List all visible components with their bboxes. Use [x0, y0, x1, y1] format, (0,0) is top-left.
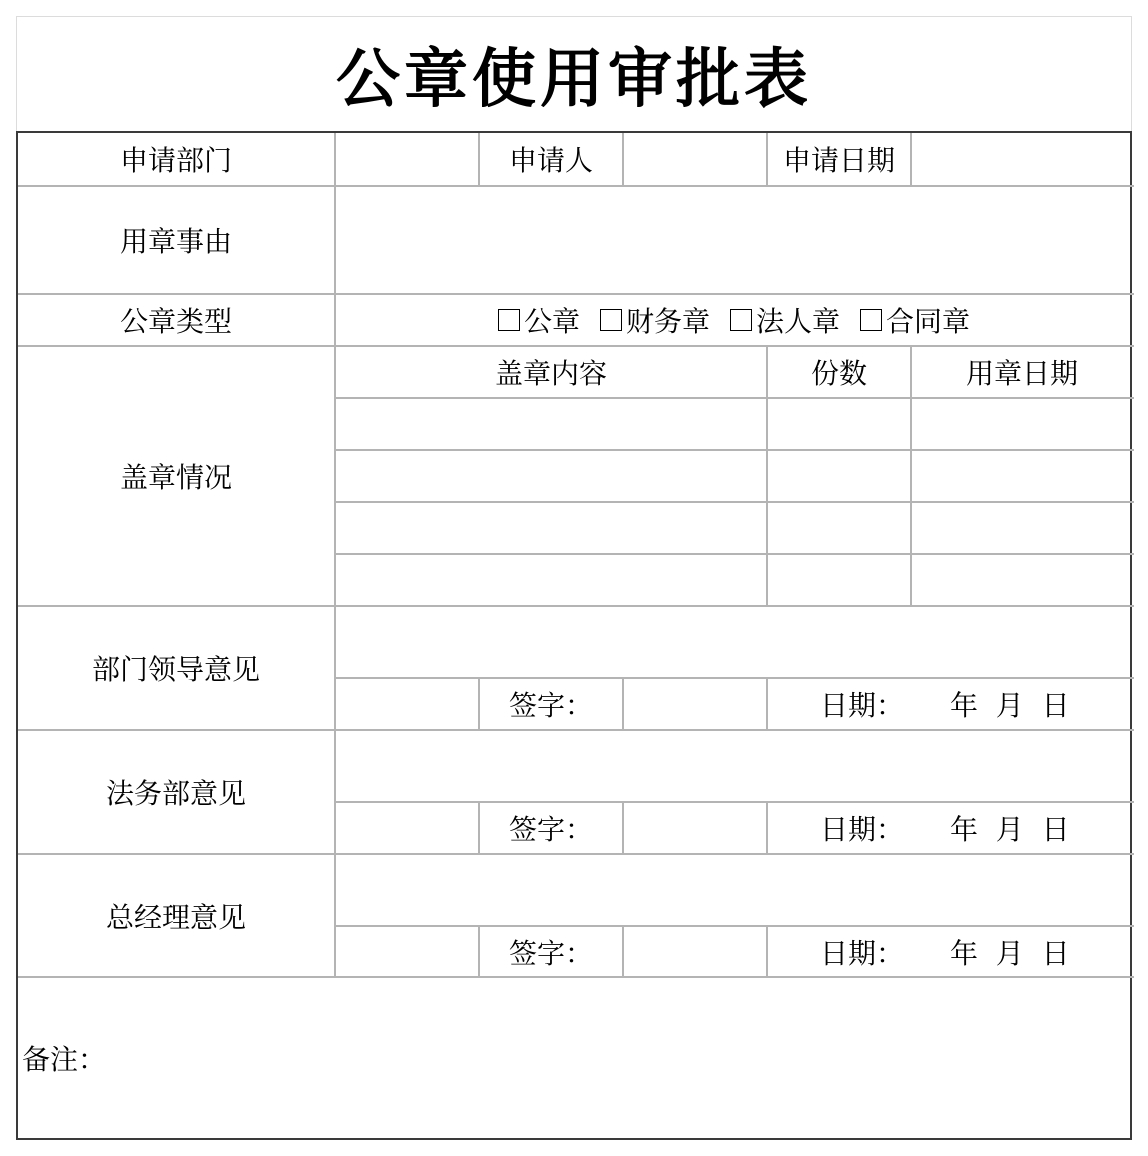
- row-divider: [336, 397, 1134, 399]
- date-label: 日期：: [819, 813, 904, 846]
- legal-opinion-field[interactable]: [336, 731, 1132, 801]
- column-divider: [622, 677, 624, 729]
- seal-type-label: 公章类型: [119, 305, 232, 338]
- applicant-label: 申请人: [508, 144, 593, 177]
- reason-field[interactable]: [336, 187, 1132, 293]
- sign-label: 签字：: [508, 936, 593, 970]
- remarks-label: 备注：: [22, 1043, 107, 1076]
- approval-form-page: [16, 16, 1132, 1140]
- dept-leader-opinion-field[interactable]: [336, 607, 1132, 677]
- row-divider: [336, 449, 1134, 451]
- column-divider: [622, 925, 624, 976]
- checkbox-icon[interactable]: [498, 309, 520, 331]
- department-label: 申请部门: [119, 144, 232, 177]
- ymd-label: 年 月 日: [950, 689, 1070, 722]
- seal-option-label: 合同章: [886, 305, 971, 338]
- stamping-label: 盖章情况: [119, 461, 232, 494]
- row-divider: [336, 553, 1134, 555]
- copies-header: 份数: [810, 357, 867, 390]
- seal-option-finance[interactable]: [600, 300, 710, 340]
- date-label: 日期：: [819, 936, 904, 970]
- gm-opinion-label: 总经理意见: [105, 900, 246, 934]
- title-area: [16, 16, 1132, 131]
- seal-type-options: [336, 295, 1132, 345]
- ymd-label: 年 月 日: [950, 936, 1070, 970]
- form-table: [16, 131, 1132, 1140]
- sign-label: 签字：: [508, 689, 593, 722]
- form-title: 公章使用审批表: [336, 43, 812, 117]
- seal-option-label: 财务章: [625, 305, 710, 338]
- applicant-field[interactable]: [624, 133, 766, 185]
- seal-option-official[interactable]: [498, 300, 580, 340]
- ymd-label: 年 月 日: [950, 813, 1070, 846]
- sign-label: 签字：: [508, 813, 593, 846]
- stamp-content-header: 盖章内容: [494, 357, 607, 390]
- column-divider: [622, 801, 624, 853]
- seal-option-legal-rep[interactable]: [730, 300, 840, 340]
- date-label: 日期：: [819, 689, 904, 722]
- reason-label: 用章事由: [119, 225, 232, 258]
- checkbox-icon[interactable]: [860, 309, 882, 331]
- seal-option-label: 法人章: [756, 305, 841, 338]
- row-divider: [336, 501, 1134, 503]
- remarks-field[interactable]: [128, 978, 1128, 1138]
- apply-date-label: 申请日期: [782, 144, 895, 177]
- apply-date-field[interactable]: [912, 133, 1132, 185]
- checkbox-icon[interactable]: [600, 309, 622, 331]
- seal-option-label: 公章: [523, 305, 580, 338]
- department-field[interactable]: [336, 133, 478, 185]
- dept-leader-opinion-label: 部门领导意见: [91, 653, 260, 686]
- seal-option-contract[interactable]: [860, 300, 970, 340]
- checkbox-icon[interactable]: [730, 309, 752, 331]
- gm-opinion-field[interactable]: [336, 855, 1132, 925]
- stamp-date-header: 用章日期: [965, 357, 1078, 390]
- legal-opinion-label: 法务部意见: [105, 777, 246, 810]
